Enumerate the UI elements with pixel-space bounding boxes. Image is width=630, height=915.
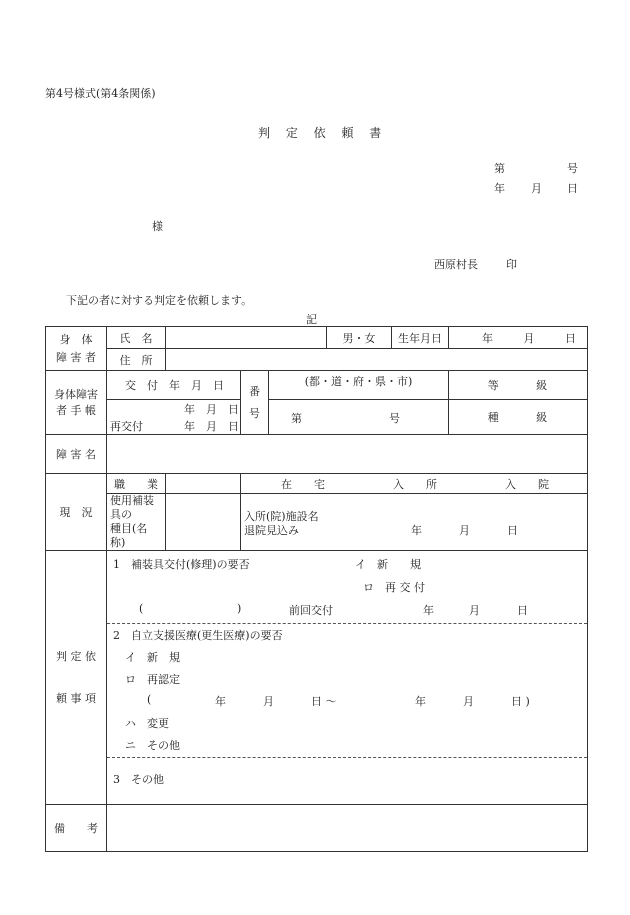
grade-label[interactable]: 等 級 (449, 371, 588, 400)
handbook-label-line2: 者 手 帳 (56, 403, 96, 417)
page-title: 判 定 依 頼 書 (258, 126, 388, 140)
date-month: 月 (531, 182, 542, 195)
birth-day: 日 (565, 331, 577, 345)
number-prefix: 第 (494, 162, 505, 175)
issuer: 西原村長 (434, 258, 478, 271)
device-value[interactable] (166, 494, 241, 551)
birth-label: 生年月日 (392, 327, 449, 349)
item1-paren-open: ( (139, 602, 144, 615)
judgement-divider-1 (107, 623, 587, 624)
remarks-label: 備 考 (46, 805, 107, 852)
remarks-value[interactable] (107, 805, 588, 852)
issue-ymd: 年 月 日 (184, 403, 239, 416)
birth-month: 月 (523, 331, 535, 345)
row-status-1 (46, 474, 588, 494)
number-label (241, 371, 269, 435)
request-text: 下記の者に対する判定を依頼します。 (66, 294, 253, 307)
disabled-label-line1: 身 体 (59, 332, 93, 346)
number-dai: 第 (291, 412, 302, 425)
item1-month: 月 (469, 604, 480, 617)
item2-from-year: 年 (215, 695, 226, 708)
item2-recert[interactable]: ロ 再認定 (125, 673, 180, 686)
facility-cell[interactable] (241, 494, 588, 551)
device-label (107, 494, 166, 551)
item2-to-year: 年 (415, 695, 426, 708)
number-label-line2: 号 (249, 406, 260, 420)
address-value[interactable] (166, 349, 588, 371)
discharge-year: 年 (411, 524, 422, 537)
sex-select[interactable]: 男・女 (327, 327, 392, 349)
item1-previous: 前回交付 (289, 604, 333, 617)
item1-reissue[interactable]: ロ 再 交 付 (363, 581, 425, 594)
item2-change[interactable]: ハ 変更 (125, 717, 169, 730)
occupation-label: 職 業 (107, 474, 166, 494)
item1-year: 年 (423, 604, 434, 617)
number-suffix: 号 (567, 162, 578, 175)
seal-mark: 印 (506, 258, 517, 271)
item2-other[interactable]: ニ その他 (125, 739, 180, 752)
item2-label: 2 自立支援医療(更生医療)の要否 (113, 629, 283, 642)
item1-paren-close: ) (237, 602, 242, 615)
item1-day: 日 (517, 604, 528, 617)
birth-year: 年 (482, 331, 494, 345)
row-remarks (46, 805, 588, 852)
disabled-label-line2: 障 害 者 (56, 350, 96, 364)
type-label[interactable]: 種 級 (449, 400, 588, 435)
discharge-month: 月 (459, 524, 470, 537)
ki-label: 記 (306, 313, 317, 326)
issue-date-label: 交 付 年 月 日 (107, 371, 241, 400)
option-facility[interactable]: 入 所 (393, 477, 437, 491)
date-year: 年 (494, 182, 505, 195)
row-judgement (46, 551, 588, 805)
status-label: 現 況 (46, 474, 107, 551)
item1-new[interactable]: イ 新 規 (355, 558, 421, 571)
reissue-ymd: 年 月 日 (184, 420, 239, 433)
name-value[interactable] (166, 327, 327, 349)
item2-from-month: 月 (263, 695, 274, 708)
request-form-table (45, 326, 588, 852)
judgement-label-line1: 判 定 依 (56, 649, 96, 663)
row-handbook-2 (46, 400, 588, 435)
name-label: 氏 名 (107, 327, 166, 349)
date-day: 日 (567, 182, 578, 195)
item2-to-day: 日 ) (511, 695, 530, 708)
row-address (46, 349, 588, 371)
number-gou: 号 (389, 412, 400, 425)
item3-label: 3 その他 (113, 773, 164, 786)
item2-from-day: 日 ～ (311, 695, 337, 708)
birth-date-value[interactable] (449, 327, 588, 349)
item1-label: 1 補装具交付(修理)の要否 (113, 558, 250, 571)
reissue-cell[interactable] (107, 400, 241, 435)
discharge-label: 退院見込み (244, 524, 299, 537)
facility-label: 入所(院)施設名 (244, 510, 319, 523)
item2-paren-open: ( (147, 693, 152, 706)
reissue-label: 再交付 (110, 420, 143, 433)
handbook-label-line1: 身体障害 (54, 387, 98, 401)
item2-new[interactable]: イ 新 規 (125, 651, 180, 664)
disability-name-value[interactable] (107, 435, 588, 474)
address-label: 住 所 (107, 349, 166, 371)
judgement-label-line2: 頼 事 項 (56, 691, 96, 705)
disability-name-label: 障 害 名 (46, 435, 107, 474)
number-label-line1: 番 (249, 384, 260, 398)
row-name (46, 327, 588, 349)
option-hospital[interactable]: 入 院 (505, 477, 549, 491)
disabled-person-label (46, 327, 107, 371)
item2-to-month: 月 (463, 695, 474, 708)
row-status-2 (46, 494, 588, 551)
handbook-label (46, 371, 107, 435)
option-home[interactable]: 在 宅 (281, 477, 325, 491)
device-label-line2: 種目(名称) (110, 522, 148, 549)
row-handbook-1 (46, 371, 588, 400)
device-label-line1: 使用補装具の (110, 494, 154, 521)
handbook-number-cell[interactable] (269, 400, 449, 435)
prefecture-label: (都・道・府・県・市) (304, 375, 413, 388)
occupation-value[interactable] (166, 474, 241, 494)
residence-options[interactable] (241, 474, 588, 494)
prefecture-cell[interactable] (269, 371, 449, 400)
discharge-day: 日 (507, 524, 518, 537)
form-number: 第4号様式(第4条関係) (45, 87, 156, 100)
judgement-divider-2 (107, 757, 587, 758)
judgement-content[interactable] (107, 551, 588, 805)
judgement-label (46, 551, 107, 805)
row-disability-name (46, 435, 588, 474)
addressee-suffix: 様 (152, 220, 163, 233)
